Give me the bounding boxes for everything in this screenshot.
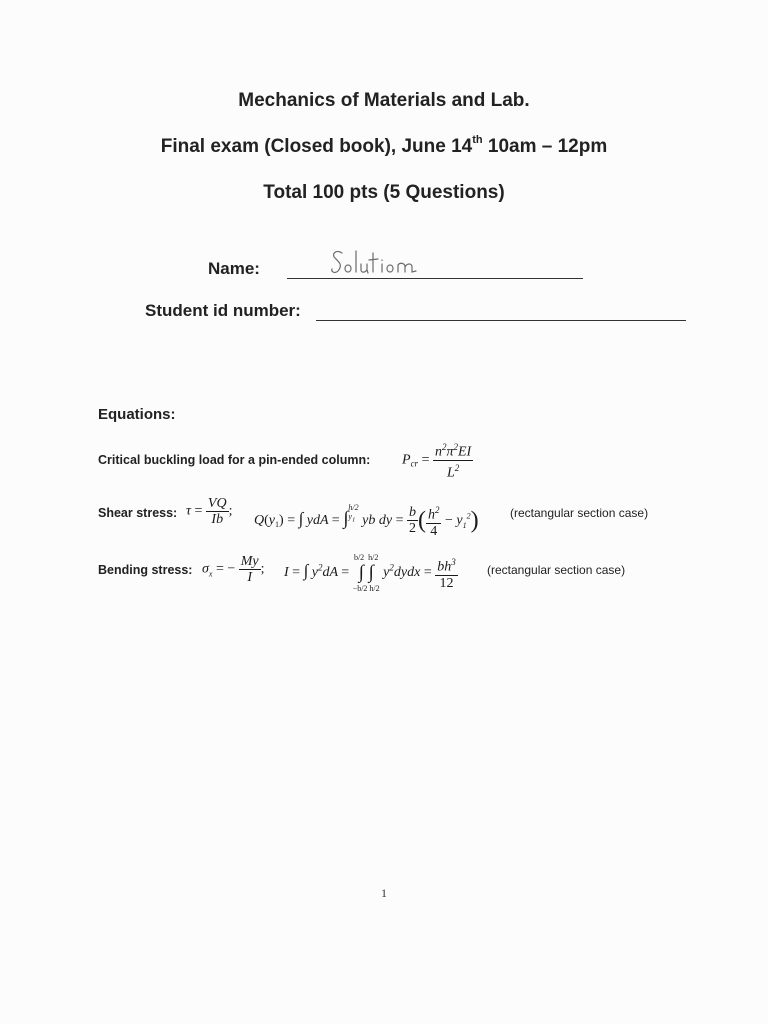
first-moment-equation: $Q(y_1)$ = ∫ ydA = ∫h/2 $y_1$ yb dy = $\frac{b}{2}$ ( $\frac{h^2}{4}$ − $y_1^2$): [254, 503, 479, 539]
shear-label: Shear stress:: [98, 506, 178, 520]
bending-stress-equation: $\sigma_x$ = − $\frac{My}{I}$ ;: [202, 554, 265, 585]
exam-line-suffix: 10am – 12pm: [482, 136, 608, 157]
buckling-label: Critical buckling load for a pin-ended column:: [98, 453, 371, 467]
student-id-label: Student id number:: [145, 301, 301, 320]
exam-info-line: [0, 133, 768, 158]
moment-of-inertia-equation: I = ∫ $y^2dA = b/2$ h/2 ∫ ∫ −b/2 h/2 $y^2dydx$ = $\frac{bh^3}{12}$: [284, 553, 456, 593]
buckling-equation: $P_{cr}$ = $\frac{n^2\pi^2EI}{L^2}$: [402, 442, 472, 481]
course-title: Mechanics of Materials and Lab.: [238, 90, 530, 111]
equations-heading: Equations:: [98, 406, 176, 423]
shear-stress-equation: τ = $\frac{VQ}{Ib}$ ;: [186, 496, 233, 527]
exam-line-superscript: th: [472, 133, 483, 146]
handwritten-name-signature: [328, 245, 428, 277]
bending-label: Bending stress:: [98, 563, 193, 577]
name-label: Name:: [208, 259, 260, 278]
page-number: 1: [381, 886, 387, 900]
total-points-line: Total 100 pts (5 Questions): [263, 182, 505, 203]
name-underline: [287, 278, 583, 279]
student-id-underline: [316, 320, 686, 321]
bending-rect-note: (rectangular section case): [487, 563, 626, 577]
shear-rect-note: (rectangular section case): [510, 506, 649, 520]
exam-line-prefix: Final exam (Closed book), June 14: [160, 136, 473, 157]
